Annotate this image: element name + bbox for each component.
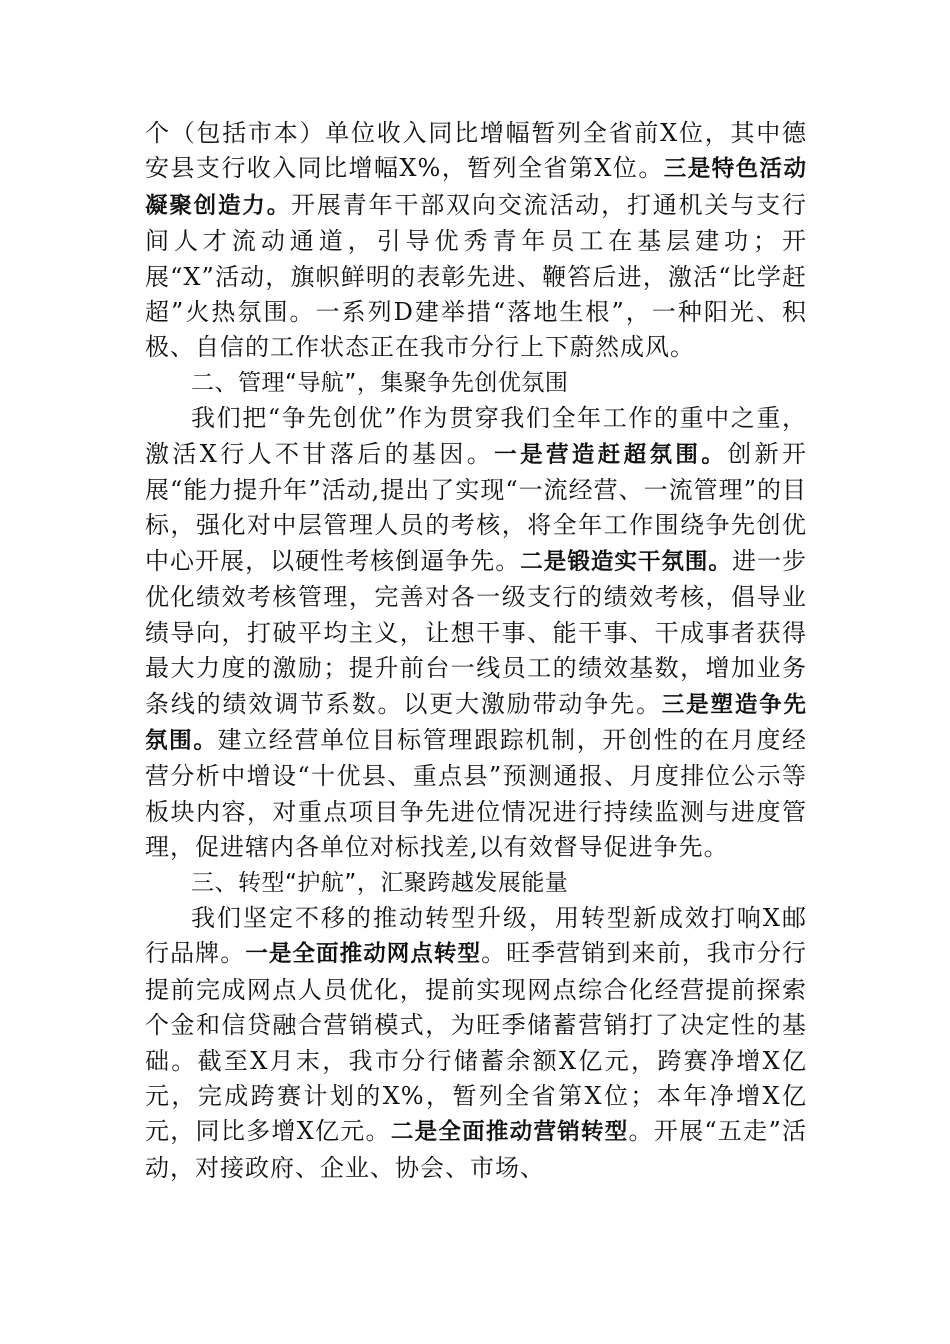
section-heading: 二、管理“导航”，集聚争先创优氛围	[191, 369, 569, 396]
body-paragraph	[145, 116, 807, 366]
bold-lead-phrase: 二是全面推动营销转型	[390, 1119, 629, 1146]
section-heading: 三、转型“护航”，汇聚跨越发展能量	[191, 869, 569, 896]
text-run: 创新开展“能力提升年”活动,提出了实现“一流经营、一流管理”的目标，强化对中层管理人员的考核，将全年工作围绕争先创优中心开展，以硬性考核倒逼争先。	[145, 439, 807, 575]
bold-lead-phrase: 二是锻造实干氛围。	[520, 548, 732, 575]
text-run: 。开展“五走”活动，对接政府、企业、协会、市场、	[145, 1117, 807, 1182]
document-page	[145, 116, 807, 1186]
bold-lead-phrase: 三是塑造争先氛围。	[145, 691, 807, 754]
text-run: 我们坚定不移的推动转型升级，用转型新成效打响X邮行品牌。	[145, 903, 807, 968]
text-run: 个（包括市本）单位收入同比增幅暂列全省前X位，其中德安县支行收入同比增幅X%，暂列全省第X位。	[145, 119, 807, 183]
body-paragraph	[145, 901, 807, 1186]
bold-lead-phrase: 三是特色活动凝聚创造力。	[145, 156, 807, 219]
text-run: 我们把“争先创优”作为贯穿我们全年工作的重中之重，激活X行人不甘落后的基因。	[145, 404, 807, 468]
text-run: 进一步优化绩效考核管理，完善对各一级支行的绩效考核，倡导业绩导向，打破平均主义，让想干事、能干事、干成事者获得最大力度的激励；提升前台一线员工的绩效基数，增加业务条线的绩效调节系数。以更大激励带动争先。	[145, 546, 807, 718]
text-run: 开展青年干部双向交流活动，打通机关与支行间人才流动通道，引导优秀青年员工在基层建功；开展“X”活动，旗帜鲜明的表彰先进、鞭笞后进，激活“比学赶超”火热氛围。一系列D建举措“落地生根”，一种阳光、积极、自信的工作状态正在我市分行上下蔚然成风。	[145, 190, 807, 362]
text-run: 。旺季营销到来前，我市分行提前完成网点人员优化，提前实现网点综合化经营提前探索个金和信贷融合营销模式，为旺季储蓄营销打了决定性的基础。截至X月末，我市分行储蓄余额X亿元，跨赛净增X亿元，完成跨赛计划的X%，暂列全省第X位；本年净增X亿元，同比多增X亿元。	[145, 939, 807, 1146]
bold-lead-phrase: 一是全面推动网点转型	[245, 941, 482, 968]
text-run: 建立经营单位目标管理跟踪机制，开创性的在月度经营分析中增设“十优县、重点县”预测通报、月度排位公示等板块内容，对重点项目争先进位情况进行持续监测与进度管理，促进辖内各单位对标找差,以有效督导促进争先。	[145, 725, 807, 862]
bold-lead-phrase: 一是营造赶超氛围。	[494, 441, 728, 468]
body-paragraph	[145, 401, 807, 865]
